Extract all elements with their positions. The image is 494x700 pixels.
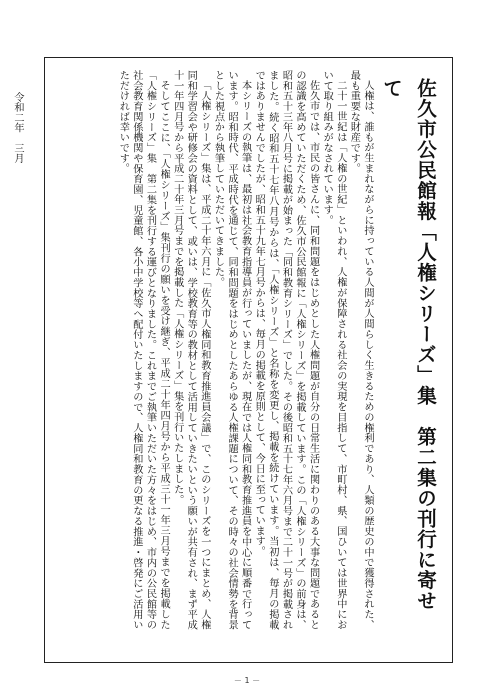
date: 令和二年 三月 — [11, 92, 23, 164]
paragraph: そしてここに、「人権シリーズ」集刊行の願いを受け継ぎ、平成二十年四月号から平成三十一年三月号までを掲載した「人権シリーズ」集 第二集を刊行する運びとなりました。これまでご執筆いただいた方々をはじめ、市内の公民館等の社会教育関係機関や保育園、児童館、各小中学校等へ配付いたしますので、人権同和教育の更なる推進・啓発にご活用いただければ幸いです。 — [117, 70, 170, 630]
paragraph: 人権は、誰もが生まれながらに持っている人間が人間らしく生きるための権利であり、人類の歴史の中で獲得された、最も重要な財産です。 — [348, 70, 373, 630]
paragraph: 佐久市では、市民の皆さんに、同和問題をはじめとした人権問題が自分の日常生活に関わりのある大事な問題であるとの認識を高めていただくため、佐久市公民館報に「人権シリーズ」を掲載しています。この「人権シリーズ」の前身は、昭和五十三年八月号に掲載が始まった「同和教育シリーズ」でした。その後昭和五十七年六月号まで二十一号が掲載されました。続く昭和五十七年八月号からは、「人権シリーズ」と名称を変更し、掲載を続けています。当初は、毎月の掲載ではありませんでしたが、昭和五十九年七月号からは、毎月の掲載を原則として、今日に至っています。 — [253, 70, 319, 630]
article-title: 佐久市公民館報「人権シリーズ」集 第二集の刊行に寄せて — [380, 78, 437, 611]
paragraph: 二十一世紀は「人権の世紀」といわれ、人権が保障される社会の実現を目指して、市町村、県、国ひいては世界中において取り組みがなされています。 — [321, 70, 346, 630]
page-number: － 1 － — [233, 676, 261, 685]
paragraph: 本シリーズの執筆は、最初は社会教育指導員が行っていましたが、現在では人権同和教育推進員を中心に順番で行っています。昭和時代、平成時代を通じて、同和問題をはじめとしたあらゆる人権課題について、その時々の社会情勢を背景とした視点から執筆していただいてきました。 — [212, 70, 251, 630]
article — [11, 70, 442, 630]
paragraph: 「人権シリーズ」集は、平成二十年六月に「佐久市人権同和教育推進員会議」で、このシリーズを一つにまとめ、人権同和学習会や研修会の資料として、或いは、学校教育等の教材として活用していきたいという願いが共有され、まず平成十一年四月号から平成二十年三月号までを掲載した「人権シリーズ」集を刊行いたしました。 — [171, 70, 210, 630]
article-body — [116, 70, 374, 630]
